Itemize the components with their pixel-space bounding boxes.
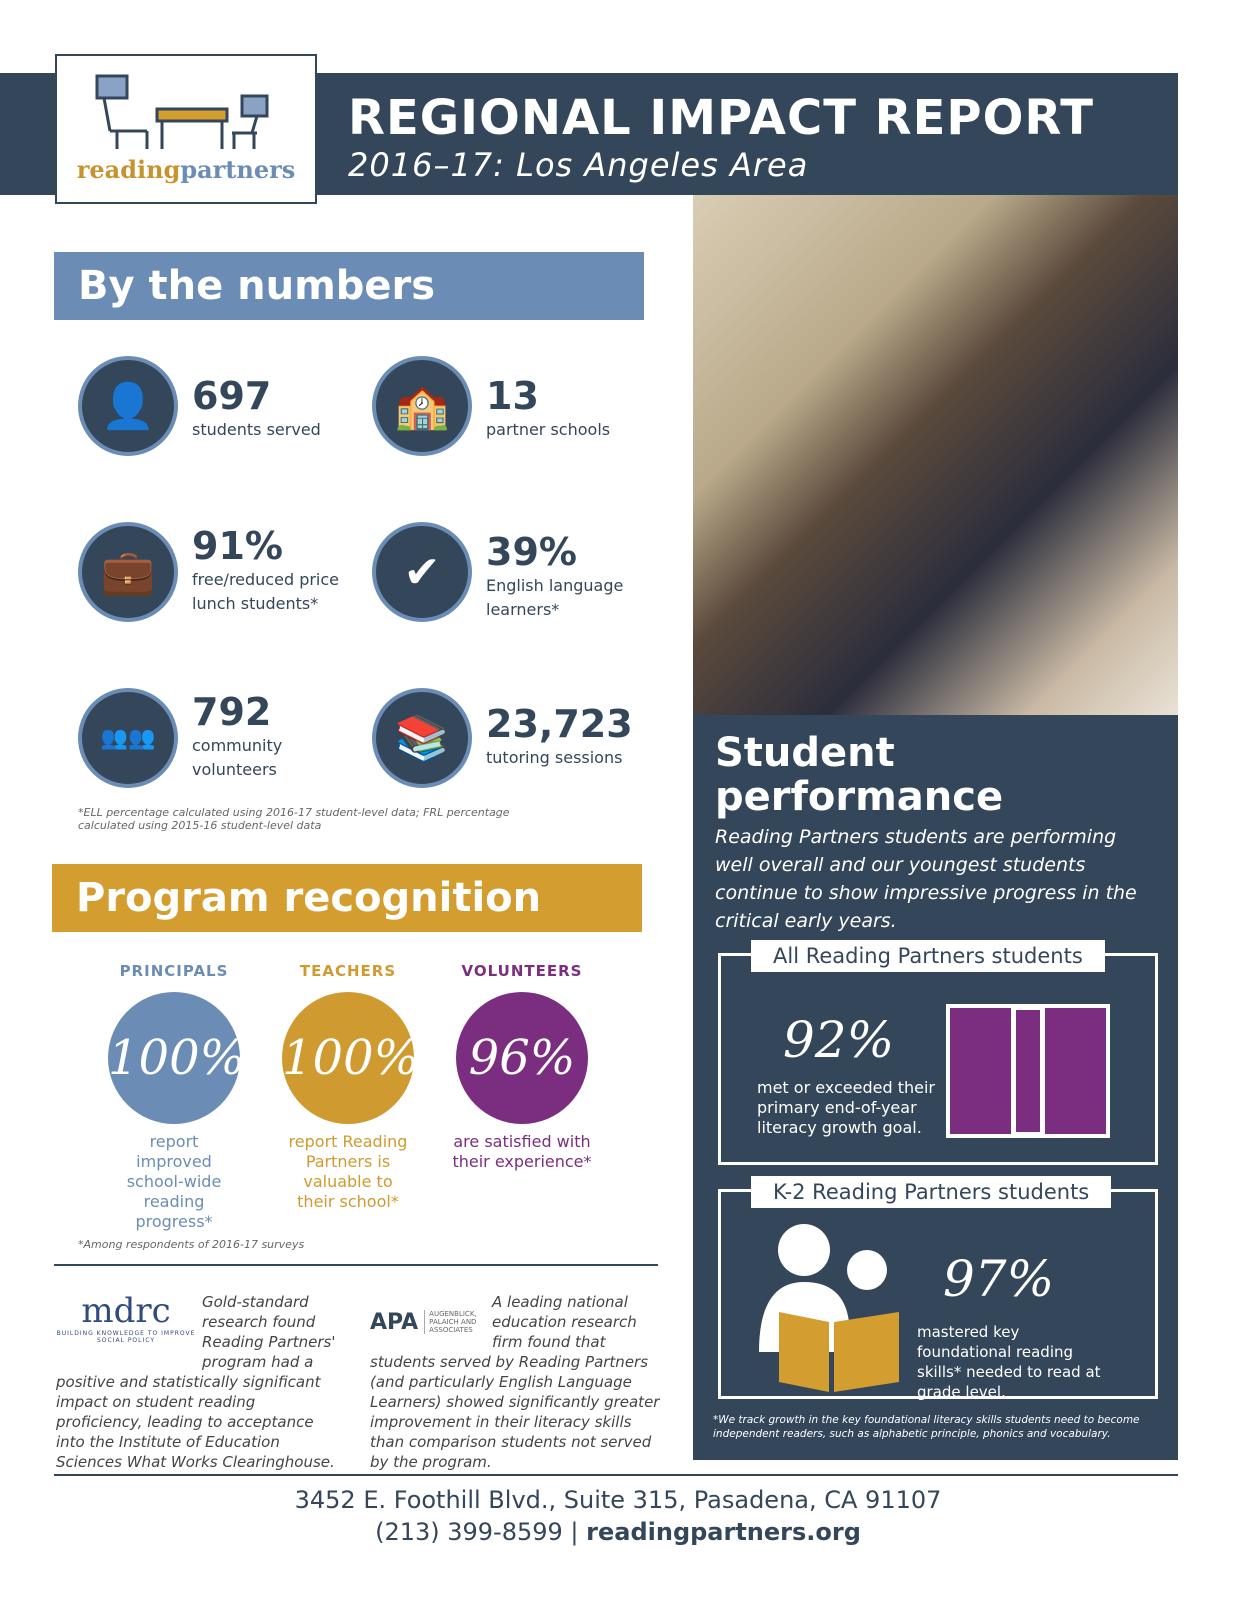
adult-child-reading-icon — [749, 1222, 909, 1392]
group-title: PRINCIPALS — [119, 962, 229, 980]
recognition-teachers — [268, 962, 428, 1212]
group-title: VOLUNTEERS — [461, 962, 583, 980]
group-title: TEACHERS — [299, 962, 397, 980]
k2-students-box — [718, 1180, 1158, 1401]
logo-text-reading: reading — [76, 155, 181, 184]
student-photo — [693, 195, 1178, 715]
checkmark-icon: ✔ — [372, 522, 472, 622]
recognition-principals — [94, 962, 254, 1232]
stat-value: 23,723 — [486, 702, 633, 746]
people-icon: 👥👥 — [78, 688, 178, 788]
all-percent: 92% — [783, 1011, 895, 1069]
mdrc-logo — [56, 1292, 196, 1356]
divider — [54, 1264, 658, 1266]
logo-text-partners: partners — [180, 155, 296, 184]
stat-label: free/reduced price lunch students* — [192, 570, 340, 613]
box-title: All Reading Partners students — [751, 940, 1105, 972]
by-the-numbers-heading: By the numbers — [54, 252, 644, 320]
apa-research — [370, 1292, 660, 1472]
stat-volunteers — [78, 688, 358, 788]
stat-label: tutoring sessions — [486, 748, 623, 767]
logo — [55, 54, 317, 204]
group-text: report Reading Partners is valuable to their school* — [288, 1132, 408, 1211]
stat-value: 697 — [192, 374, 272, 418]
stat-value: 91% — [192, 524, 283, 568]
all-students-box — [718, 944, 1158, 1165]
group-value: 96% — [456, 992, 588, 1124]
mdrc-logo-tag: BUILDING KNOWLEDGE TO IMPROVE SOCIAL POLICY — [56, 1330, 196, 1344]
stat-ell — [372, 522, 652, 622]
group-text: are satisfied with their experience* — [452, 1132, 592, 1171]
footer-website[interactable]: readingpartners.org — [586, 1518, 861, 1546]
k2-text: mastered key foundational reading skills* needed to read at grade level. — [917, 1323, 1101, 1401]
stat-label: English language learners* — [486, 576, 624, 619]
numbers-footnote: *ELL percentage calculated using 2016-17 student-level data; FRL percentage calculated using 2015-16 student-level data — [78, 806, 510, 832]
stat-label: partner schools — [486, 420, 611, 439]
performance-heading: Student performance — [715, 730, 1004, 820]
footer-contact: (213) 399-8599 | readingpartners.org — [375, 1518, 861, 1546]
student-reading-icon: 👤 — [78, 356, 178, 456]
page-subtitle: 2016–17: Los Angeles Area — [348, 146, 809, 184]
stat-label: community volunteers — [192, 736, 283, 779]
stat-sessions — [372, 688, 652, 788]
apa-text: A leading national education research firm found that students served by Reading Partners (and particularly English Language Learners) showed significantly greater improvement in their literacy skills than comparison students not served by the program. — [370, 1293, 660, 1471]
apa-logo — [370, 1292, 486, 1352]
mdrc-text: Gold-standard research found Reading Partners' program had a positive and statistically significant impact on student reading proficiency, leading to acceptance into the Institute of Education Sciences What Works Clearinghouse. — [56, 1293, 336, 1471]
mdrc-logo-text: mdrc — [81, 1291, 171, 1331]
stat-value: 39% — [486, 530, 577, 574]
footer-address: 3452 E. Foothill Blvd., Suite 315, Pasadena, CA 91107 — [294, 1486, 942, 1514]
group-value: 100% — [108, 992, 240, 1124]
performance-footnote: *We track growth in the key foundational literacy skills students need to become independent readers, such as alphabetic principle, phonics and vocabulary. — [713, 1414, 1140, 1440]
student-performance-panel — [693, 715, 1178, 1460]
group-value: 100% — [282, 992, 414, 1124]
lunchbox-icon: 💼 — [78, 522, 178, 622]
books-icon: 📚 — [372, 688, 472, 788]
stat-lunch — [78, 522, 358, 622]
apa-logo-tag: AUGENBLICK, PALAICH AND ASSOCIATES — [424, 1310, 478, 1334]
open-book-icon — [946, 996, 1111, 1141]
footer-phone: (213) 399-8599 — [375, 1518, 563, 1546]
recognition-footnote: *Among respondents of 2016-17 surveys — [78, 1238, 305, 1251]
stat-value: 13 — [486, 374, 539, 418]
stat-students — [78, 356, 358, 456]
stat-value: 792 — [192, 690, 272, 734]
stat-schools — [372, 356, 652, 456]
school-icon: 🏫 — [372, 356, 472, 456]
k2-percent: 97% — [943, 1250, 1055, 1308]
desk-chairs-icon — [92, 71, 282, 151]
group-text: report improved school-wide reading progress* — [126, 1132, 222, 1231]
footer-divider — [54, 1474, 1178, 1476]
performance-intro: Reading Partners students are performing well overall and our youngest students continue to show impressive progress in the critical early years. — [715, 826, 1137, 932]
all-text: met or exceeded their primary end-of-year literacy growth goal. — [757, 1078, 935, 1137]
program-recognition-heading: Program recognition — [52, 864, 642, 932]
page-title: REGIONAL IMPACT REPORT — [348, 90, 1094, 146]
mdrc-research — [56, 1292, 346, 1472]
stat-label: students served — [192, 420, 321, 439]
recognition-volunteers — [442, 962, 602, 1172]
logo-text — [57, 155, 315, 184]
apa-logo-text: APA — [370, 1309, 419, 1335]
box-title: K-2 Reading Partners students — [751, 1176, 1111, 1208]
